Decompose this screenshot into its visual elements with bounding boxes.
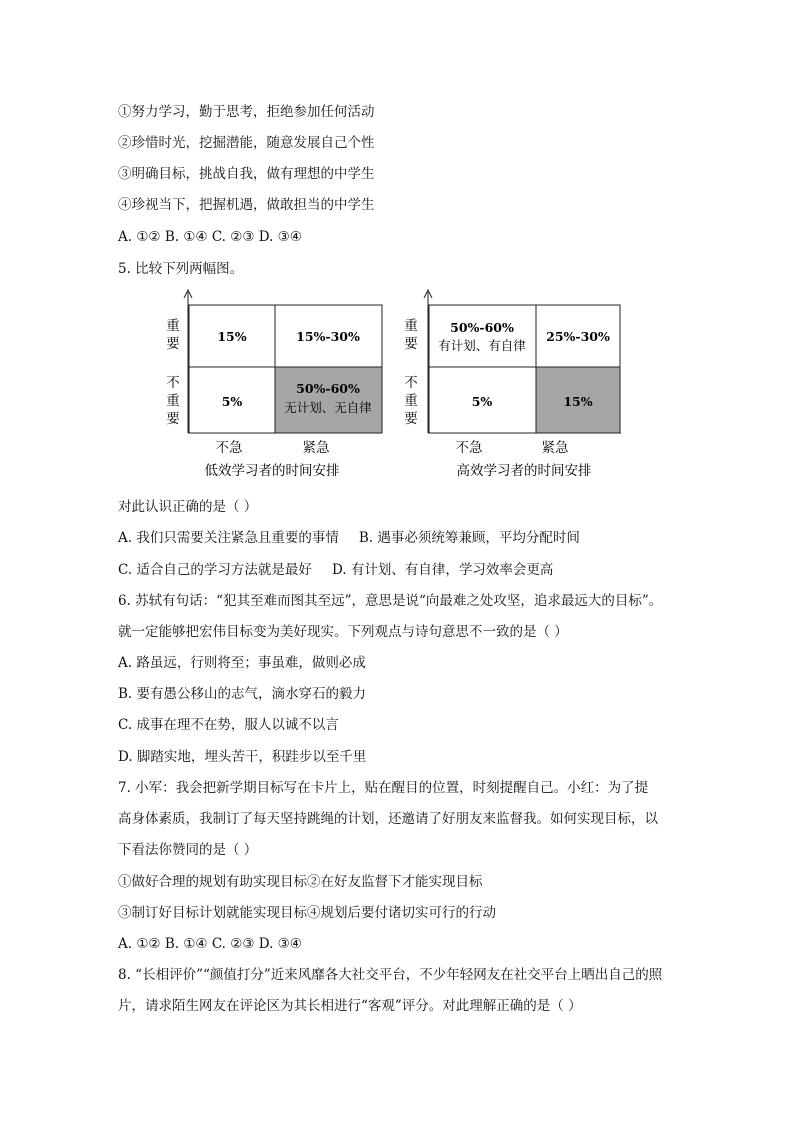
q5-option-b: B. 遇事必须统筹兼顾，平均分配时间 xyxy=(358,530,580,546)
fig2-y-label-important-c1: 重 xyxy=(404,318,418,334)
q6-stem-line-2: 就一定能够把宏伟目标变为美好现实。下列观点与诗句意思不一致的是（ ） xyxy=(118,624,568,640)
fig2-x-label-not-urgent: 不急 xyxy=(455,440,483,456)
fig2-cell-top-right: 25%-30% xyxy=(546,329,610,344)
fig2-cell-top-left-note: 有计划、有自律 xyxy=(438,338,526,353)
fig1-y-label-not-important-c1: 不 xyxy=(166,375,180,391)
fig1-y-label-important xyxy=(166,318,180,352)
q5-option-a: A. 我们只需要关注紧急且重要的事情 xyxy=(118,530,339,546)
q6-option-b: B. 要有愚公移山的志气，滴水穿石的毅力 xyxy=(118,686,367,702)
fig1-cell-bottom-right: 50%-60% xyxy=(296,381,360,396)
fig2-cell-bottom-left: 5% xyxy=(471,394,493,409)
q5-figures-svg xyxy=(160,288,640,488)
fig1-y-label-not-important xyxy=(166,375,180,427)
q4-item-3: ③明确目标，挑战自我，做有理想的中学生 xyxy=(118,166,375,182)
fig1-cell-top-right: 15%-30% xyxy=(296,329,360,344)
fig1-cell-top-left: 15% xyxy=(217,329,247,344)
fig1-caption: 低效学习者的时间安排 xyxy=(204,463,340,479)
fig1-cell-bottom-left: 5% xyxy=(221,394,243,409)
q7-items-2: ③制订好目标计划就能实现目标④规划后要付诸切实可行的行动 xyxy=(118,905,496,921)
fig2-y-label-not-important-c1: 不 xyxy=(404,375,418,391)
q4-item-1: ①努力学习，勤于思考，拒绝参加任何活动 xyxy=(118,104,375,120)
fig1-x-label-not-urgent: 不急 xyxy=(215,440,243,456)
q7-items-1: ①做好合理的规划有助实现目标②在好友监督下才能实现目标 xyxy=(118,874,483,890)
fig2-y-label-not-important-c2: 重 xyxy=(404,393,418,409)
q4-item-2: ②珍惜时光，挖掘潜能，随意发展自己个性 xyxy=(118,135,375,151)
q5-option-d: D. 有计划、有自律，学习效率会更高 xyxy=(331,562,554,578)
fig2-cell-bottom-right: 15% xyxy=(563,394,593,409)
q8-stem-line-1: 8. “长相评价”“颜值打分”近来风靡各大社交平台，不少年轻网友在社交平台上晒出自己的照 xyxy=(118,967,663,983)
fig2-x-label-urgent: 紧急 xyxy=(541,440,569,456)
fig2-caption: 高效学习者的时间安排 xyxy=(456,463,592,479)
q5-question: 对此认识正确的是（ ） xyxy=(118,499,258,515)
q7-stem-line-3: 下看法你赞同的是（ ） xyxy=(118,842,258,858)
fig1-cell-bottom-right-note: 无计划、无自律 xyxy=(284,400,372,415)
q7-options: A. ①② B. ①④ C. ②③ D. ③④ xyxy=(118,936,302,952)
q5-stem: 5. 比较下列两幅图。 xyxy=(118,261,244,277)
q4-options: A. ①② B. ①④ C. ②③ D. ③④ xyxy=(118,229,302,245)
q6-option-a: A. 路虽远，行则将至；事虽难，做则必成 xyxy=(118,655,366,671)
figure-high-efficiency xyxy=(404,290,621,479)
q7-stem-line-1: 7. 小军：我会把新学期目标写在卡片上，贴在醒目的位置，时刻提醒自己。小红：为了提 xyxy=(118,780,649,796)
fig2-y-label-not-important xyxy=(404,375,418,427)
q5-option-c: C. 适合自己的学习方法就是最好 xyxy=(118,562,312,578)
fig2-y-label-important xyxy=(404,318,418,352)
fig1-y-label-important-c2: 要 xyxy=(166,336,180,352)
q6-option-d: D. 脚踏实地，埋头苦干，积跬步以至千里 xyxy=(118,749,367,765)
q5-options-row-1 xyxy=(118,529,580,547)
q6-stem-line-1: 6. 苏轼有句话：“犯其至难而图其至远”，意思是说“向最难之处攻坚，追求最远大的目标”。 xyxy=(118,593,663,609)
fig1-y-label-not-important-c2: 重 xyxy=(166,393,180,409)
figure-low-efficiency xyxy=(166,290,382,479)
fig2-cell-top-left: 50%-60% xyxy=(450,320,514,335)
fig2-y-label-important-c2: 要 xyxy=(404,336,418,352)
q7-stem-line-2: 高身体素质，我制订了每天坚持跳绳的计划，还邀请了好朋友来监督我。如何实现目标，以 xyxy=(118,811,658,827)
q5-figures xyxy=(160,288,640,488)
q5-options-row-2 xyxy=(118,561,553,579)
q6-option-c: C. 成事在理不在势，服人以诚不以言 xyxy=(118,717,339,733)
q8-stem-line-2: 片，请求陌生网友在评论区为其长相进行“客观”评分。对此理解正确的是（ ） xyxy=(118,998,582,1014)
q4-item-4: ④珍视当下，把握机遇，做敢担当的中学生 xyxy=(118,197,375,213)
fig1-x-label-urgent: 紧急 xyxy=(302,440,330,456)
fig1-y-label-important-c1: 重 xyxy=(166,318,180,334)
fig1-y-label-not-important-c3: 要 xyxy=(166,411,180,427)
fig2-y-label-not-important-c3: 要 xyxy=(404,411,418,427)
